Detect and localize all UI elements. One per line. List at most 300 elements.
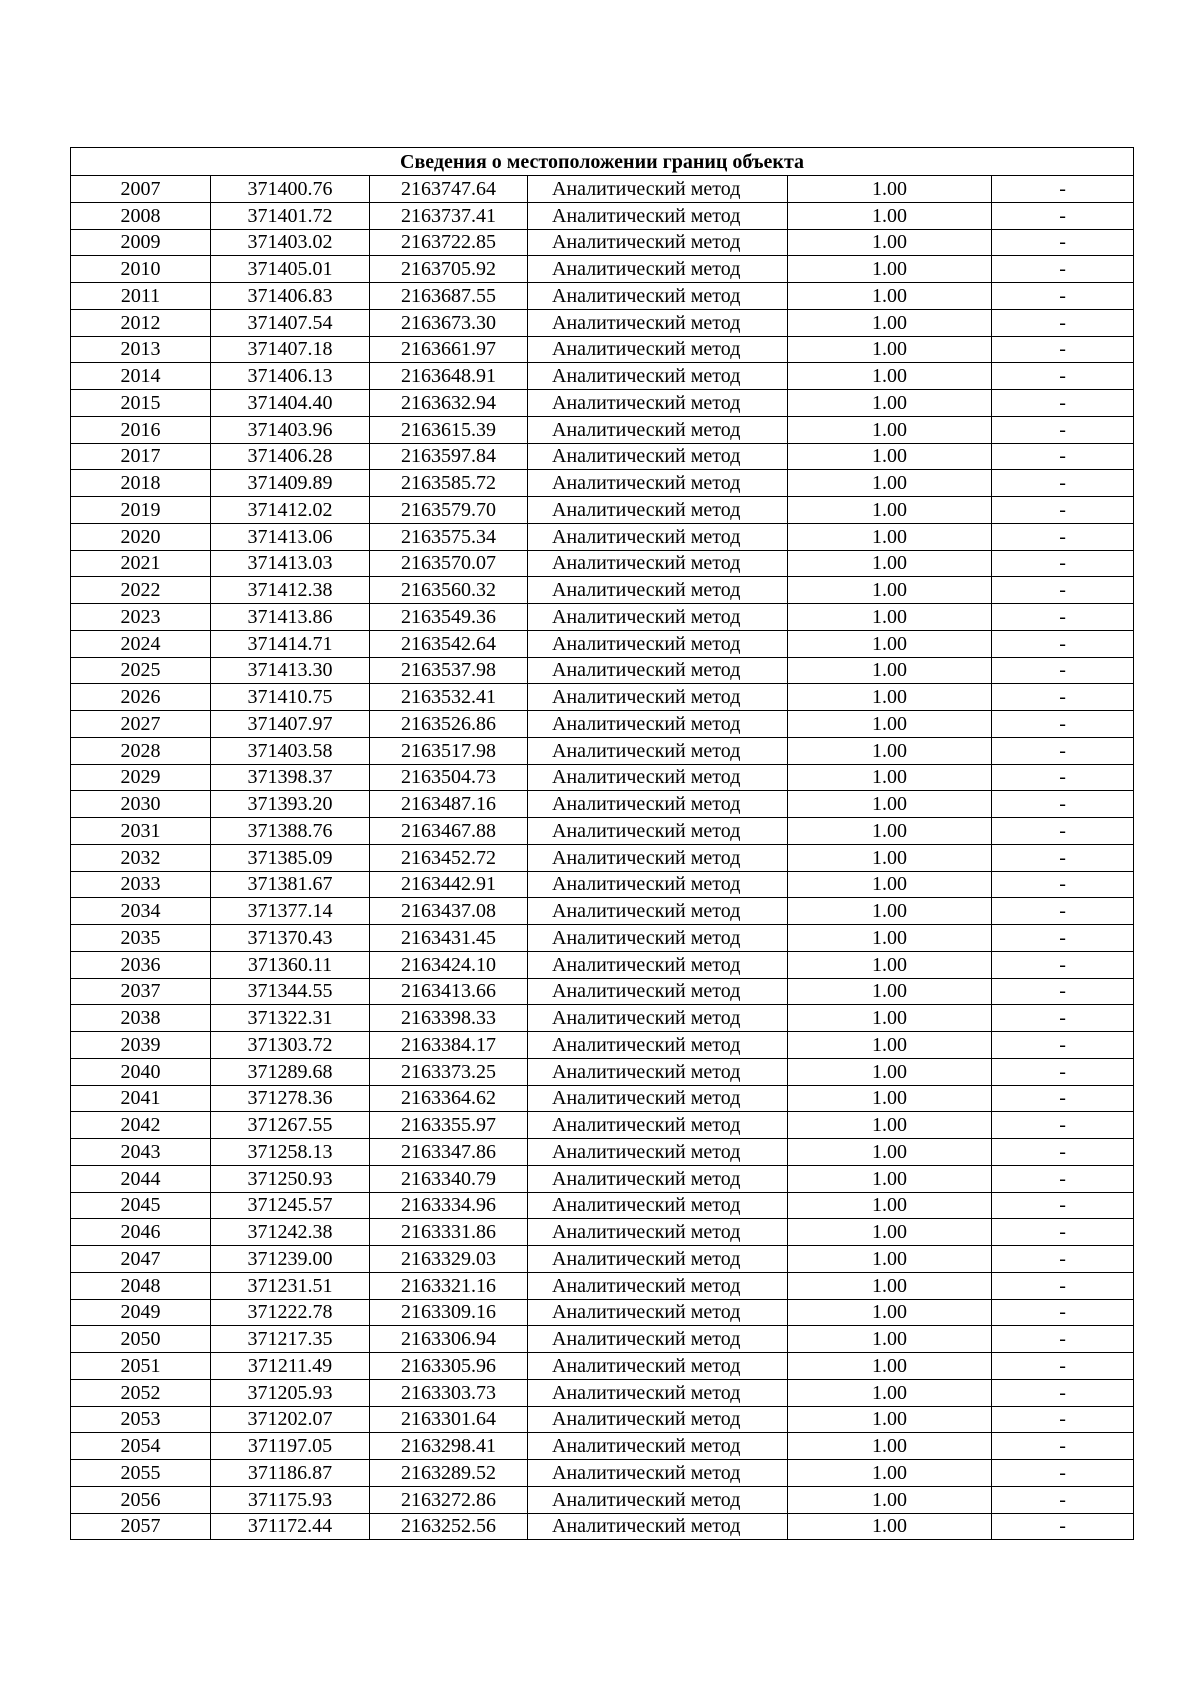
cell-accuracy: 1.00 [788, 951, 992, 978]
cell-method: Аналитический метод [528, 1460, 788, 1487]
cell-point-number: 2010 [71, 256, 211, 283]
table-row [71, 737, 1134, 764]
table-row [71, 1486, 1134, 1513]
cell-accuracy: 1.00 [788, 1165, 992, 1192]
cell-coord-x: 371175.93 [211, 1486, 370, 1513]
cell-description: - [992, 978, 1134, 1005]
cell-coord-y: 2163467.88 [370, 818, 528, 845]
table-row [71, 256, 1134, 283]
cell-coord-y: 2163334.96 [370, 1192, 528, 1219]
cell-description: - [992, 1353, 1134, 1380]
table-row [71, 764, 1134, 791]
cell-coord-y: 2163452.72 [370, 844, 528, 871]
cell-coord-x: 371211.49 [211, 1353, 370, 1380]
cell-description: - [992, 229, 1134, 256]
cell-method: Аналитический метод [528, 1513, 788, 1540]
cell-coord-x: 371413.03 [211, 550, 370, 577]
cell-coord-y: 2163487.16 [370, 791, 528, 818]
cell-coord-y: 2163579.70 [370, 497, 528, 524]
cell-point-number: 2046 [71, 1219, 211, 1246]
cell-method: Аналитический метод [528, 1379, 788, 1406]
cell-accuracy: 1.00 [788, 1433, 992, 1460]
cell-accuracy: 1.00 [788, 1513, 992, 1540]
table-row [71, 1032, 1134, 1059]
cell-description: - [992, 684, 1134, 711]
cell-method: Аналитический метод [528, 764, 788, 791]
cell-accuracy: 1.00 [788, 497, 992, 524]
cell-method: Аналитический метод [528, 497, 788, 524]
cell-method: Аналитический метод [528, 925, 788, 952]
table-row [71, 951, 1134, 978]
cell-accuracy: 1.00 [788, 978, 992, 1005]
cell-description: - [992, 1005, 1134, 1032]
cell-accuracy: 1.00 [788, 470, 992, 497]
cell-coord-x: 371344.55 [211, 978, 370, 1005]
cell-accuracy: 1.00 [788, 1058, 992, 1085]
cell-point-number: 2040 [71, 1058, 211, 1085]
cell-point-number: 2032 [71, 844, 211, 871]
cell-method: Аналитический метод [528, 818, 788, 845]
cell-coord-x: 371393.20 [211, 791, 370, 818]
cell-coord-x: 371267.55 [211, 1112, 370, 1139]
cell-method: Аналитический метод [528, 363, 788, 390]
cell-coord-x: 371412.02 [211, 497, 370, 524]
cell-description: - [992, 1326, 1134, 1353]
cell-coord-x: 371381.67 [211, 871, 370, 898]
cell-description: - [992, 363, 1134, 390]
cell-point-number: 2020 [71, 523, 211, 550]
table-row [71, 470, 1134, 497]
cell-coord-y: 2163347.86 [370, 1139, 528, 1166]
cell-point-number: 2045 [71, 1192, 211, 1219]
cell-point-number: 2033 [71, 871, 211, 898]
cell-point-number: 2016 [71, 416, 211, 443]
cell-coord-x: 371197.05 [211, 1433, 370, 1460]
cell-method: Аналитический метод [528, 1353, 788, 1380]
cell-coord-x: 371322.31 [211, 1005, 370, 1032]
cell-coord-y: 2163560.32 [370, 577, 528, 604]
cell-point-number: 2012 [71, 309, 211, 336]
cell-accuracy: 1.00 [788, 523, 992, 550]
cell-method: Аналитический метод [528, 1192, 788, 1219]
cell-description: - [992, 711, 1134, 738]
cell-coord-x: 371245.57 [211, 1192, 370, 1219]
cell-accuracy: 1.00 [788, 336, 992, 363]
cell-point-number: 2049 [71, 1299, 211, 1326]
cell-coord-y: 2163537.98 [370, 657, 528, 684]
cell-method: Аналитический метод [528, 1486, 788, 1513]
table-row [71, 1192, 1134, 1219]
cell-point-number: 2021 [71, 550, 211, 577]
table-row [71, 363, 1134, 390]
cell-method: Аналитический метод [528, 416, 788, 443]
cell-description: - [992, 818, 1134, 845]
cell-method: Аналитический метод [528, 1299, 788, 1326]
cell-point-number: 2048 [71, 1272, 211, 1299]
cell-coord-y: 2163355.97 [370, 1112, 528, 1139]
cell-point-number: 2007 [71, 176, 211, 203]
cell-coord-y: 2163431.45 [370, 925, 528, 952]
table-row [71, 390, 1134, 417]
cell-coord-y: 2163722.85 [370, 229, 528, 256]
cell-point-number: 2052 [71, 1379, 211, 1406]
table-row [71, 1433, 1134, 1460]
cell-coord-x: 371406.83 [211, 283, 370, 310]
cell-description: - [992, 951, 1134, 978]
cell-method: Аналитический метод [528, 951, 788, 978]
cell-accuracy: 1.00 [788, 657, 992, 684]
cell-description: - [992, 737, 1134, 764]
cell-coord-y: 2163542.64 [370, 630, 528, 657]
cell-coord-x: 371385.09 [211, 844, 370, 871]
table-row [71, 1299, 1134, 1326]
table-row [71, 1005, 1134, 1032]
cell-point-number: 2014 [71, 363, 211, 390]
cell-method: Аналитический метод [528, 577, 788, 604]
cell-point-number: 2029 [71, 764, 211, 791]
cell-accuracy: 1.00 [788, 791, 992, 818]
cell-coord-y: 2163615.39 [370, 416, 528, 443]
cell-coord-y: 2163329.03 [370, 1246, 528, 1273]
cell-coord-x: 371407.18 [211, 336, 370, 363]
cell-method: Аналитический метод [528, 523, 788, 550]
cell-coord-y: 2163298.41 [370, 1433, 528, 1460]
cell-method: Аналитический метод [528, 978, 788, 1005]
cell-method: Аналитический метод [528, 871, 788, 898]
cell-accuracy: 1.00 [788, 1139, 992, 1166]
cell-method: Аналитический метод [528, 657, 788, 684]
cell-coord-x: 371407.97 [211, 711, 370, 738]
table-row [71, 844, 1134, 871]
cell-point-number: 2017 [71, 443, 211, 470]
cell-description: - [992, 523, 1134, 550]
cell-accuracy: 1.00 [788, 443, 992, 470]
cell-coord-y: 2163661.97 [370, 336, 528, 363]
cell-method: Аналитический метод [528, 737, 788, 764]
table-row [71, 1326, 1134, 1353]
cell-coord-x: 371289.68 [211, 1058, 370, 1085]
cell-accuracy: 1.00 [788, 898, 992, 925]
cell-method: Аналитический метод [528, 443, 788, 470]
cell-coord-x: 371401.72 [211, 202, 370, 229]
cell-point-number: 2037 [71, 978, 211, 1005]
cell-accuracy: 1.00 [788, 390, 992, 417]
table-row [71, 416, 1134, 443]
cell-point-number: 2039 [71, 1032, 211, 1059]
cell-method: Аналитический метод [528, 550, 788, 577]
cell-description: - [992, 336, 1134, 363]
cell-description: - [992, 1246, 1134, 1273]
cell-point-number: 2013 [71, 336, 211, 363]
cell-accuracy: 1.00 [788, 1326, 992, 1353]
cell-coord-x: 371406.28 [211, 443, 370, 470]
cell-accuracy: 1.00 [788, 309, 992, 336]
table-row [71, 1085, 1134, 1112]
table-body [71, 148, 1134, 1540]
cell-coord-y: 2163398.33 [370, 1005, 528, 1032]
cell-description: - [992, 1112, 1134, 1139]
table-row [71, 497, 1134, 524]
table-row [71, 1406, 1134, 1433]
cell-coord-x: 371405.01 [211, 256, 370, 283]
cell-coord-x: 371403.02 [211, 229, 370, 256]
cell-description: - [992, 416, 1134, 443]
cell-accuracy: 1.00 [788, 1353, 992, 1380]
cell-coord-x: 371377.14 [211, 898, 370, 925]
cell-coord-x: 371407.54 [211, 309, 370, 336]
cell-coord-x: 371278.36 [211, 1085, 370, 1112]
table-row [71, 550, 1134, 577]
cell-method: Аналитический метод [528, 711, 788, 738]
cell-coord-y: 2163532.41 [370, 684, 528, 711]
cell-description: - [992, 470, 1134, 497]
cell-accuracy: 1.00 [788, 577, 992, 604]
cell-description: - [992, 604, 1134, 631]
cell-accuracy: 1.00 [788, 630, 992, 657]
cell-method: Аналитический метод [528, 1272, 788, 1299]
cell-coord-y: 2163373.25 [370, 1058, 528, 1085]
cell-accuracy: 1.00 [788, 711, 992, 738]
table-title: Сведения о местоположении границ объекта [71, 148, 1134, 176]
cell-coord-x: 371406.13 [211, 363, 370, 390]
cell-coord-y: 2163648.91 [370, 363, 528, 390]
cell-accuracy: 1.00 [788, 1379, 992, 1406]
cell-coord-y: 2163340.79 [370, 1165, 528, 1192]
cell-description: - [992, 1272, 1134, 1299]
cell-method: Аналитический метод [528, 1058, 788, 1085]
cell-method: Аналитический метод [528, 202, 788, 229]
cell-coord-x: 371370.43 [211, 925, 370, 952]
cell-point-number: 2025 [71, 657, 211, 684]
table-row [71, 657, 1134, 684]
cell-point-number: 2038 [71, 1005, 211, 1032]
cell-accuracy: 1.00 [788, 256, 992, 283]
cell-coord-y: 2163413.66 [370, 978, 528, 1005]
cell-point-number: 2050 [71, 1326, 211, 1353]
cell-point-number: 2042 [71, 1112, 211, 1139]
cell-coord-y: 2163517.98 [370, 737, 528, 764]
cell-method: Аналитический метод [528, 1032, 788, 1059]
cell-point-number: 2008 [71, 202, 211, 229]
cell-coord-y: 2163526.86 [370, 711, 528, 738]
cell-accuracy: 1.00 [788, 550, 992, 577]
cell-coord-x: 371222.78 [211, 1299, 370, 1326]
cell-description: - [992, 1513, 1134, 1540]
cell-point-number: 2023 [71, 604, 211, 631]
cell-coord-y: 2163687.55 [370, 283, 528, 310]
table-row [71, 1139, 1134, 1166]
cell-coord-x: 371239.00 [211, 1246, 370, 1273]
cell-coord-x: 371360.11 [211, 951, 370, 978]
cell-coord-y: 2163384.17 [370, 1032, 528, 1059]
table-title-row [71, 148, 1134, 176]
cell-method: Аналитический метод [528, 256, 788, 283]
cell-coord-x: 371400.76 [211, 176, 370, 203]
cell-accuracy: 1.00 [788, 202, 992, 229]
table-row [71, 309, 1134, 336]
cell-method: Аналитический метод [528, 176, 788, 203]
cell-accuracy: 1.00 [788, 1219, 992, 1246]
cell-method: Аналитический метод [528, 684, 788, 711]
cell-description: - [992, 1379, 1134, 1406]
cell-accuracy: 1.00 [788, 684, 992, 711]
cell-accuracy: 1.00 [788, 1299, 992, 1326]
cell-coord-x: 371250.93 [211, 1165, 370, 1192]
cell-accuracy: 1.00 [788, 737, 992, 764]
cell-coord-x: 371413.06 [211, 523, 370, 550]
table-row [71, 1246, 1134, 1273]
cell-point-number: 2041 [71, 1085, 211, 1112]
cell-method: Аналитический метод [528, 309, 788, 336]
cell-coord-y: 2163306.94 [370, 1326, 528, 1353]
table-row [71, 791, 1134, 818]
cell-description: - [992, 202, 1134, 229]
cell-description: - [992, 764, 1134, 791]
cell-point-number: 2031 [71, 818, 211, 845]
table-row [71, 898, 1134, 925]
cell-accuracy: 1.00 [788, 363, 992, 390]
cell-point-number: 2027 [71, 711, 211, 738]
cell-point-number: 2056 [71, 1486, 211, 1513]
cell-accuracy: 1.00 [788, 1192, 992, 1219]
cell-point-number: 2026 [71, 684, 211, 711]
cell-description: - [992, 1085, 1134, 1112]
cell-coord-y: 2163437.08 [370, 898, 528, 925]
cell-accuracy: 1.00 [788, 416, 992, 443]
cell-accuracy: 1.00 [788, 1112, 992, 1139]
cell-coord-y: 2163597.84 [370, 443, 528, 470]
table-row [71, 577, 1134, 604]
cell-coord-y: 2163747.64 [370, 176, 528, 203]
cell-method: Аналитический метод [528, 1005, 788, 1032]
cell-coord-y: 2163289.52 [370, 1460, 528, 1487]
cell-description: - [992, 1032, 1134, 1059]
cell-description: - [992, 1406, 1134, 1433]
cell-coord-x: 371414.71 [211, 630, 370, 657]
cell-coord-y: 2163575.34 [370, 523, 528, 550]
cell-coord-y: 2163364.62 [370, 1085, 528, 1112]
table-row [71, 1058, 1134, 1085]
cell-method: Аналитический метод [528, 1112, 788, 1139]
cell-accuracy: 1.00 [788, 764, 992, 791]
cell-accuracy: 1.00 [788, 604, 992, 631]
cell-method: Аналитический метод [528, 791, 788, 818]
cell-point-number: 2015 [71, 390, 211, 417]
cell-coord-x: 371186.87 [211, 1460, 370, 1487]
cell-description: - [992, 1192, 1134, 1219]
table-row [71, 818, 1134, 845]
cell-coord-x: 371404.40 [211, 390, 370, 417]
cell-description: - [992, 1299, 1134, 1326]
cell-coord-x: 371413.30 [211, 657, 370, 684]
cell-accuracy: 1.00 [788, 1005, 992, 1032]
cell-coord-x: 371410.75 [211, 684, 370, 711]
cell-point-number: 2034 [71, 898, 211, 925]
cell-method: Аналитический метод [528, 630, 788, 657]
cell-coord-y: 2163309.16 [370, 1299, 528, 1326]
cell-coord-y: 2163570.07 [370, 550, 528, 577]
cell-method: Аналитический метод [528, 1165, 788, 1192]
cell-description: - [992, 497, 1134, 524]
cell-method: Аналитический метод [528, 390, 788, 417]
cell-coord-y: 2163272.86 [370, 1486, 528, 1513]
cell-description: - [992, 1433, 1134, 1460]
cell-accuracy: 1.00 [788, 871, 992, 898]
table-row [71, 684, 1134, 711]
cell-description: - [992, 1219, 1134, 1246]
cell-accuracy: 1.00 [788, 283, 992, 310]
cell-accuracy: 1.00 [788, 229, 992, 256]
cell-description: - [992, 844, 1134, 871]
table-row [71, 871, 1134, 898]
cell-method: Аналитический метод [528, 1406, 788, 1433]
cell-description: - [992, 577, 1134, 604]
cell-coord-y: 2163585.72 [370, 470, 528, 497]
cell-point-number: 2011 [71, 283, 211, 310]
cell-point-number: 2054 [71, 1433, 211, 1460]
table-row [71, 630, 1134, 657]
cell-method: Аналитический метод [528, 1433, 788, 1460]
cell-method: Аналитический метод [528, 1219, 788, 1246]
cell-point-number: 2019 [71, 497, 211, 524]
cell-coord-x: 371403.58 [211, 737, 370, 764]
cell-description: - [992, 1460, 1134, 1487]
cell-coord-y: 2163331.86 [370, 1219, 528, 1246]
cell-coord-y: 2163549.36 [370, 604, 528, 631]
cell-accuracy: 1.00 [788, 1486, 992, 1513]
boundary-points-table [70, 147, 1134, 1540]
cell-coord-y: 2163321.16 [370, 1272, 528, 1299]
cell-coord-y: 2163504.73 [370, 764, 528, 791]
cell-coord-x: 371413.86 [211, 604, 370, 631]
cell-description: - [992, 256, 1134, 283]
table-row [71, 1165, 1134, 1192]
table-row [71, 283, 1134, 310]
cell-accuracy: 1.00 [788, 818, 992, 845]
cell-coord-y: 2163301.64 [370, 1406, 528, 1433]
table-row [71, 176, 1134, 203]
cell-point-number: 2043 [71, 1139, 211, 1166]
cell-description: - [992, 1058, 1134, 1085]
cell-coord-x: 371172.44 [211, 1513, 370, 1540]
cell-coord-x: 371398.37 [211, 764, 370, 791]
cell-description: - [992, 925, 1134, 952]
cell-description: - [992, 630, 1134, 657]
cell-description: - [992, 443, 1134, 470]
cell-method: Аналитический метод [528, 336, 788, 363]
cell-description: - [992, 176, 1134, 203]
table-row [71, 925, 1134, 952]
table-row [71, 1513, 1134, 1540]
table-row [71, 978, 1134, 1005]
cell-coord-x: 371388.76 [211, 818, 370, 845]
cell-coord-x: 371242.38 [211, 1219, 370, 1246]
cell-accuracy: 1.00 [788, 176, 992, 203]
cell-point-number: 2009 [71, 229, 211, 256]
table-row [71, 1460, 1134, 1487]
cell-point-number: 2035 [71, 925, 211, 952]
cell-method: Аналитический метод [528, 844, 788, 871]
table-row [71, 443, 1134, 470]
cell-coord-y: 2163442.91 [370, 871, 528, 898]
cell-method: Аналитический метод [528, 229, 788, 256]
table-row [71, 711, 1134, 738]
cell-point-number: 2036 [71, 951, 211, 978]
cell-method: Аналитический метод [528, 470, 788, 497]
cell-point-number: 2018 [71, 470, 211, 497]
cell-method: Аналитический метод [528, 1139, 788, 1166]
cell-description: - [992, 791, 1134, 818]
